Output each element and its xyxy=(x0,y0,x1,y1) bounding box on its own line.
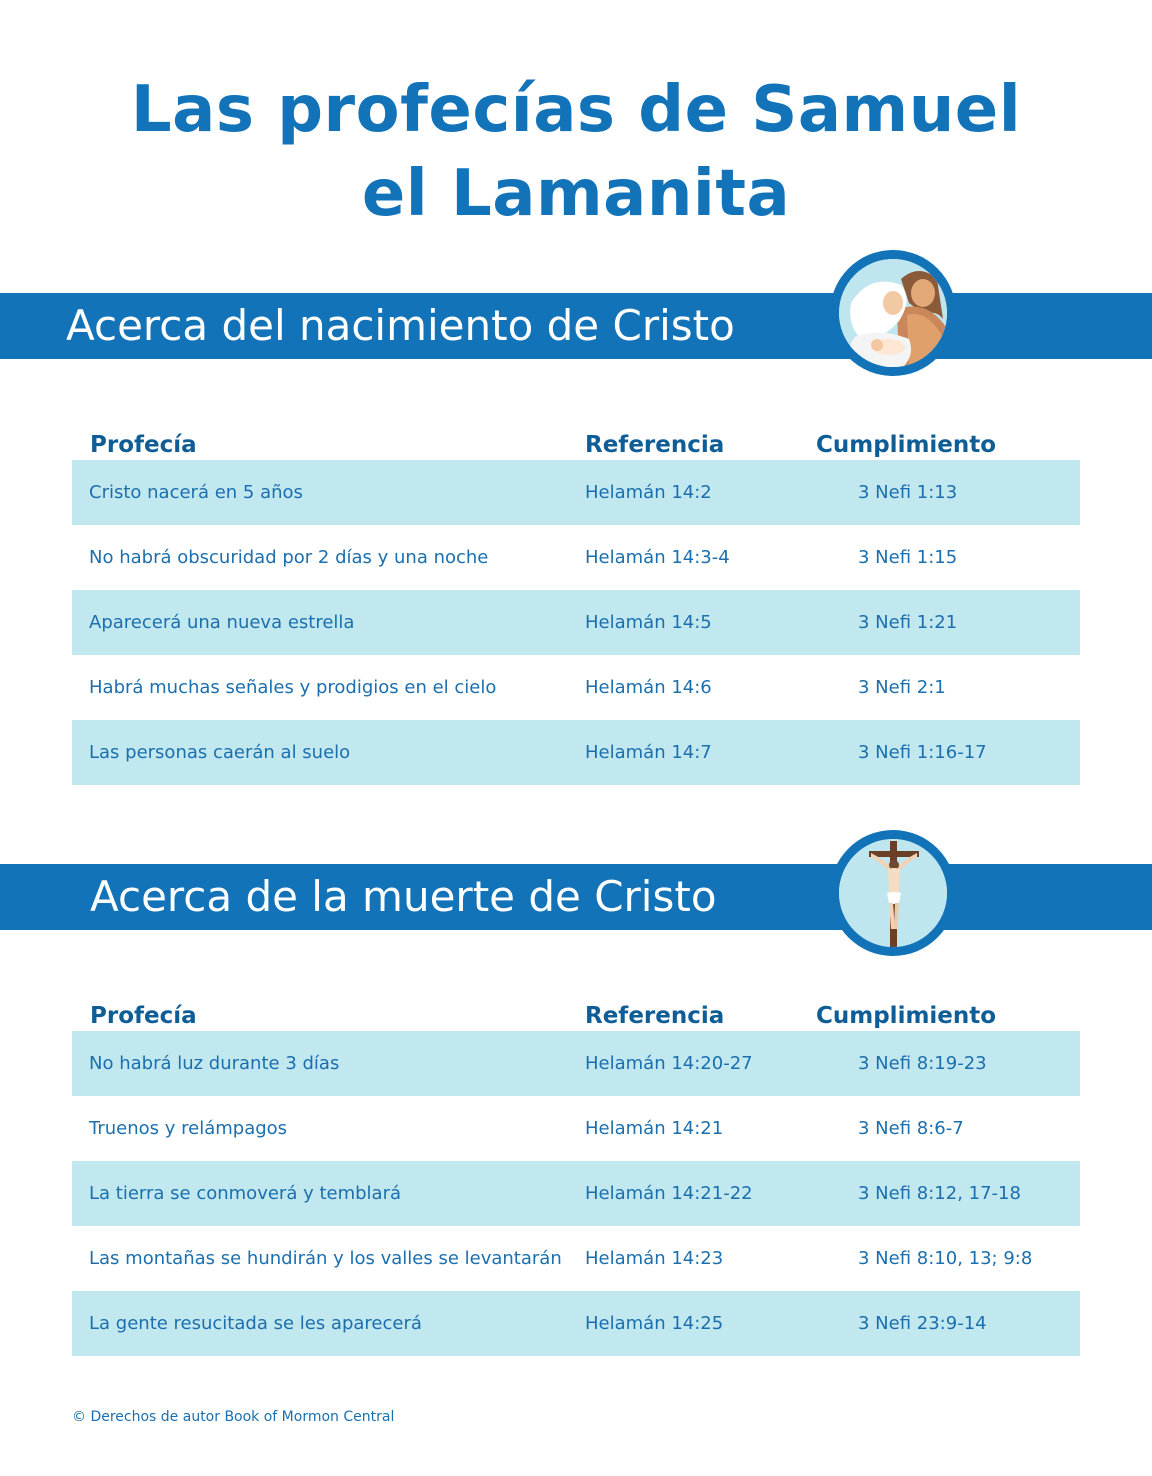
table-row xyxy=(72,720,1080,785)
prophecy-cell: Truenos y relámpagos xyxy=(89,1118,288,1139)
column-header-fulfillment: Cumplimiento xyxy=(816,432,997,458)
column-header-prophecy: Profecía xyxy=(90,1003,197,1029)
table-row xyxy=(72,1096,1080,1161)
fulfillment-cell: 3 Nefi 8:6-7 xyxy=(858,1118,964,1139)
column-header-fulfillment: Cumplimiento xyxy=(816,1003,997,1029)
table-row xyxy=(72,1291,1080,1356)
prophecy-table-death xyxy=(72,1031,1080,1356)
nativity-medallion xyxy=(830,250,956,376)
fulfillment-cell: 3 Nefi 1:15 xyxy=(858,547,958,568)
prophecy-cell: Aparecerá una nueva estrella xyxy=(89,612,355,633)
section-banner-death xyxy=(0,864,1152,930)
reference-cell: Helamán 14:5 xyxy=(585,612,712,633)
table-row xyxy=(72,590,1080,655)
crucifix-icon xyxy=(839,839,947,947)
column-header-reference: Referencia xyxy=(585,432,725,458)
table-row xyxy=(72,525,1080,590)
page-title xyxy=(0,68,1152,236)
section-banner-birth xyxy=(0,293,1152,359)
fulfillment-cell: 3 Nefi 23:9-14 xyxy=(858,1313,987,1334)
reference-cell: Helamán 14:25 xyxy=(585,1313,724,1334)
table-row xyxy=(72,655,1080,720)
prophecy-cell: No habrá luz durante 3 días xyxy=(89,1053,340,1074)
prophecy-table-birth xyxy=(72,460,1080,785)
nativity-icon xyxy=(839,259,947,367)
reference-cell: Helamán 14:20-27 xyxy=(585,1053,753,1074)
prophecy-cell: La gente resucitada se les aparecerá xyxy=(89,1313,422,1334)
reference-cell: Helamán 14:23 xyxy=(585,1248,724,1269)
fulfillment-cell: 3 Nefi 2:1 xyxy=(858,677,946,698)
fulfillment-cell: 3 Nefi 8:12, 17-18 xyxy=(858,1183,1021,1204)
fulfillment-cell: 3 Nefi 8:10, 13; 9:8 xyxy=(858,1248,1033,1269)
table-row xyxy=(72,460,1080,525)
column-header-reference: Referencia xyxy=(585,1003,725,1029)
prophecy-cell: Las personas caerán al suelo xyxy=(89,742,351,763)
prophecy-cell: No habrá obscuridad por 2 días y una noche xyxy=(89,547,489,568)
column-header-prophecy: Profecía xyxy=(90,432,197,458)
table-row xyxy=(72,1031,1080,1096)
reference-cell: Helamán 14:3-4 xyxy=(585,547,730,568)
prophecy-cell: La tierra se conmoverá y temblará xyxy=(89,1183,401,1204)
fulfillment-cell: 3 Nefi 1:13 xyxy=(858,482,958,503)
reference-cell: Helamán 14:6 xyxy=(585,677,712,698)
crucifix-medallion xyxy=(830,830,956,956)
section-heading-birth: Acerca del nacimiento de Cristo xyxy=(66,301,735,350)
reference-cell: Helamán 14:7 xyxy=(585,742,712,763)
fulfillment-cell: 3 Nefi 1:16-17 xyxy=(858,742,987,763)
reference-cell: Helamán 14:21 xyxy=(585,1118,724,1139)
section-heading-death: Acerca de la muerte de Cristo xyxy=(90,872,717,921)
table-row xyxy=(72,1226,1080,1291)
fulfillment-cell: 3 Nefi 8:19-23 xyxy=(858,1053,987,1074)
fulfillment-cell: 3 Nefi 1:21 xyxy=(858,612,958,633)
reference-cell: Helamán 14:21-22 xyxy=(585,1183,753,1204)
prophecy-cell: Cristo nacerá en 5 años xyxy=(89,482,303,503)
table-row xyxy=(72,1161,1080,1226)
table-header-birth xyxy=(72,420,1080,460)
page-title-line-1: Las profecías de Samuel xyxy=(130,73,1022,147)
copyright-footer: © Derechos de autor Book of Mormon Central xyxy=(72,1409,395,1425)
table-header-death xyxy=(72,991,1080,1031)
reference-cell: Helamán 14:2 xyxy=(585,482,712,503)
prophecy-cell: Las montañas se hundirán y los valles se levantarán xyxy=(89,1248,562,1269)
prophecy-cell: Habrá muchas señales y prodigios en el cielo xyxy=(89,677,497,698)
page-title-line-2: el Lamanita xyxy=(361,157,791,231)
